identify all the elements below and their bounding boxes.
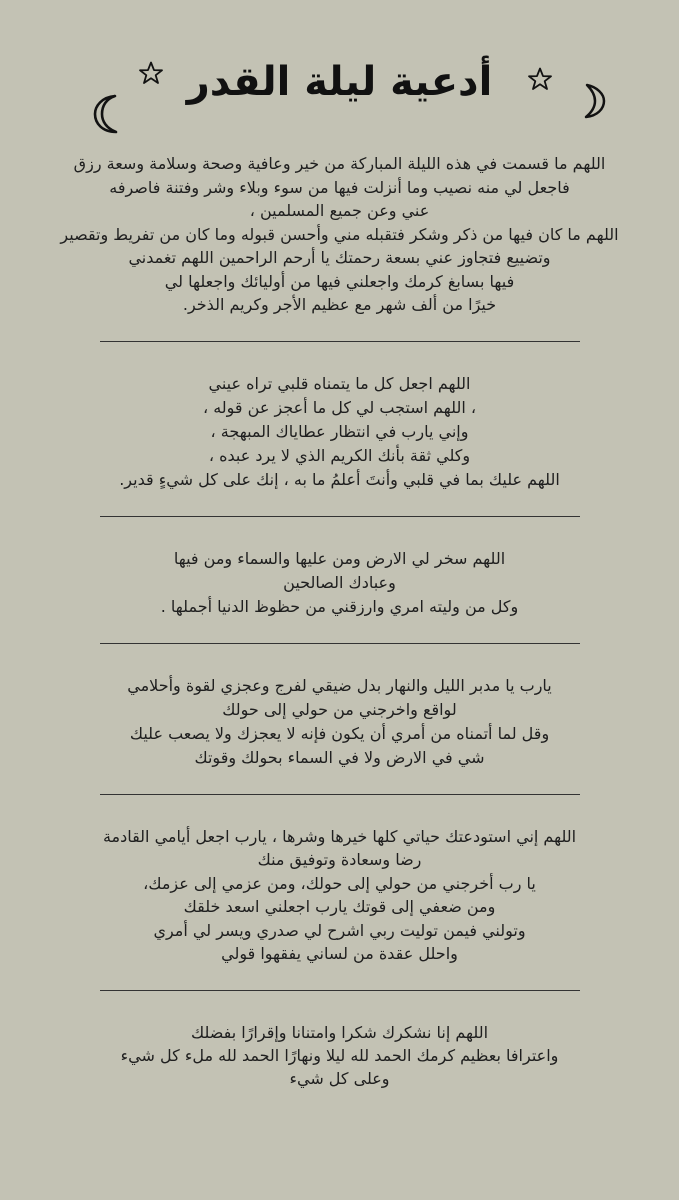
dua-line: رضا وسعادة وتوفيق منك [257, 850, 422, 869]
dua-line: خيرًا من ألف شهر مع عظيم الأجر وكريم الذخر. [182, 295, 497, 314]
dua-line: وتضييع فتجاوز عني بسعة رحمتك يا أرحم الراحمين اللهم تغمدني [128, 248, 551, 267]
header [26, 0, 653, 138]
dua-line: فيها بسابغ كرمك واجعلني فيها من أوليائك واجعلها لي [164, 271, 515, 291]
crescent-moon-icon [579, 82, 607, 120]
dua-section [26, 674, 653, 770]
dua-section [26, 372, 653, 492]
dua-line: وعبادك الصالحين [283, 572, 396, 592]
dua-line: وتولني فيمن توليت ربي اشرح لي صدري ويسر لي أمري [153, 920, 526, 940]
dua-line: ، اللهم استجب لي كل ما أعجز عن قوله ، [202, 397, 477, 417]
dua-line: واحلل عقدة من لساني يفقهوا قولي [221, 944, 458, 963]
dua-section [26, 1021, 653, 1090]
section-divider [100, 643, 580, 644]
duas-content [26, 152, 653, 1090]
dua-line: اللهم عليك بما في قلبي وأنتَ أعلمُ ما به ، إنك على كل شيءٍ قدير. [119, 469, 560, 489]
dua-line: اللهم ما قسمت في هذه الليلة المباركة من خير وعافية وصحة وسلامة وسعة رزق [73, 154, 606, 173]
section-divider [100, 990, 580, 991]
dua-section [26, 547, 653, 619]
dua-line: وإني يارب في انتظار عطاياك المبهجة ، [210, 421, 469, 441]
dua-line: اللهم اجعل كل ما يتمناه قلبي تراه عيني [208, 373, 471, 393]
dua-line: اللهم إنا نشكرك شكرا وامتنانا وإقرارًا بفضلك [190, 1022, 489, 1042]
section-divider [100, 341, 580, 342]
dua-line: شي في الارض ولا في السماء بحولك وقوتك [194, 747, 485, 767]
dua-line: عني وعن جميع المسلمين ، [249, 201, 430, 220]
dua-line: يا رب أخرجني من حولي إلى حولك، ومن عزمي إلى عزمك، [143, 873, 536, 893]
dua-line: وكلي ثقة بأنك الكريم الذي لا يرد عبده ، [208, 445, 471, 465]
dua-section [26, 825, 653, 966]
dua-line: اللهم سخر لي الارض ومن عليها والسماء ومن فيها [173, 548, 506, 568]
dua-line: اللهم إني استودعتك حياتي كلها خيرها وشرها ، يارب اجعل أيامي القادمة [102, 826, 577, 846]
page-title: أدعية ليلة القدر [186, 59, 493, 105]
dua-line: وكل من وليته امري وارزقني من حظوظ الدنيا أجملها . [160, 596, 519, 616]
dua-line: اللهم ما كان فيها من ذكر وشكر فتقبله مني وأحسن قبوله وما كان من تفريط وتقصير [60, 224, 619, 244]
dua-line: يارب يا مدبر الليل والنهار بدل ضيقي لفرج وعجزي لقوة وأحلامي [127, 675, 552, 695]
dua-line: وعلى كل شيء [289, 1068, 390, 1088]
star-icon [527, 66, 553, 92]
section-divider [100, 794, 580, 795]
dua-line: وقل لما أتمناه من أمري أن يكون فإنه لا يعجزك ولا يصعب عليك [129, 723, 550, 743]
dua-line: واعترافا بعظيم كرمك الحمد لله ليلا ونهارًا الحمد لله ملء كل شيء [120, 1045, 559, 1065]
dua-line: لواقع واخرجني من حولي إلى حولك [222, 699, 457, 719]
dua-line: ومن ضعفي إلى قوتك يارب اجعلني اسعد خلقك [183, 897, 496, 916]
dua-section [26, 152, 653, 317]
dua-line: فاجعل لي منه نصيب وما أنزلت فيها من سوء وبلاء وشر وفتنة فاصرفه [109, 177, 570, 197]
section-divider [100, 516, 580, 517]
